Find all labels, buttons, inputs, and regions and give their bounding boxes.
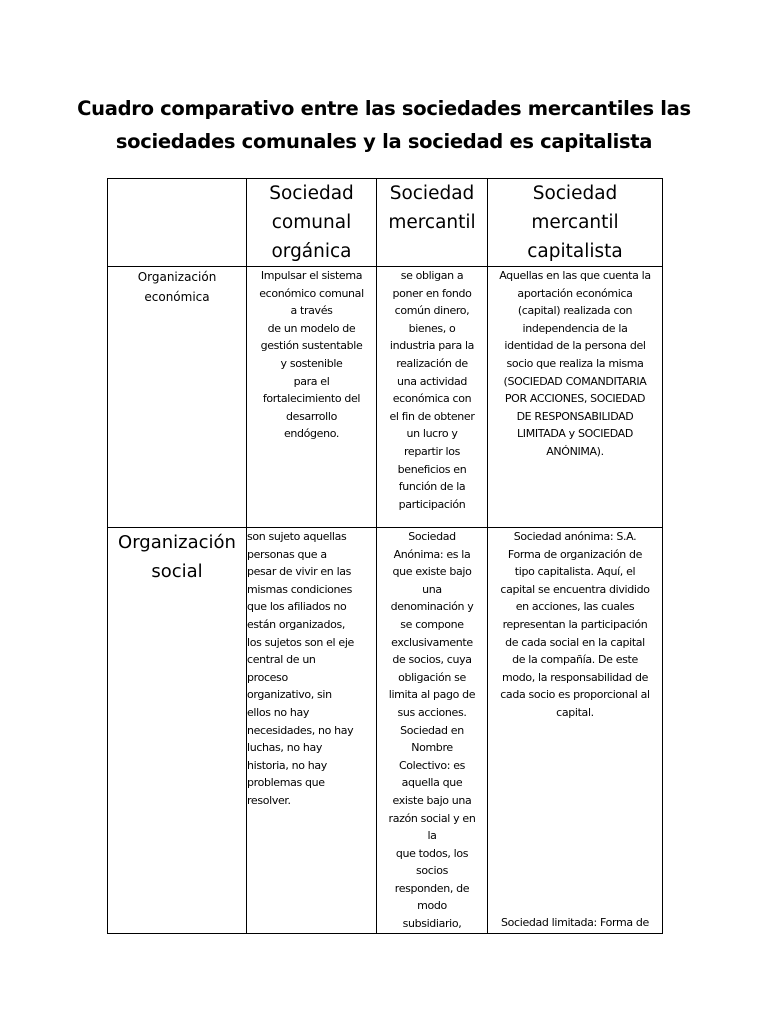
cell-capitalista-economica (488, 267, 663, 528)
cell-line: común dinero, (394, 304, 470, 318)
cell-line: que existe bajo (392, 565, 472, 579)
cell-line: capital. (556, 705, 594, 719)
cell-line-continued: Sociedad limitada: Forma de (501, 916, 649, 930)
cell-line: los sujetos son el eje (247, 635, 354, 649)
cell-line: bienes, o (408, 321, 456, 335)
header-text: Sociedad (269, 183, 354, 204)
cell-line: de un modelo de (267, 321, 356, 335)
cell-line: socios (416, 864, 448, 878)
cell-line: representan la participación (502, 617, 648, 631)
cell-line: poner en fondo (392, 286, 472, 300)
cell-line: problemas que (247, 776, 325, 790)
cell-line: y sostenible (280, 356, 343, 370)
cell-line: gestión sustentable (260, 339, 363, 353)
cell-line: en acciones, las cuales (515, 600, 635, 614)
cell-line: para el (293, 374, 330, 388)
cell-line: sus acciones. (397, 705, 467, 719)
cell-line: desarrollo (286, 409, 337, 423)
cell-line: repartir los (404, 444, 460, 458)
document-title (60, 92, 708, 158)
cell-line: proceso (247, 670, 288, 684)
comparison-table (107, 178, 663, 934)
cell-line: Sociedad (408, 530, 456, 543)
cell-line: pesar de vivir en las (247, 565, 352, 579)
header-text: Sociedad (532, 183, 618, 204)
title-line-2: sociedades comunales y la sociedad es capitalista (115, 130, 653, 153)
cell-line: ANÓNIMA). (546, 444, 604, 458)
cell-line: organizativo, sin (247, 688, 332, 702)
cell-line: Colectivo: es (398, 758, 466, 772)
cell-line: personas que a (247, 547, 327, 561)
cell-line: industria para la (389, 339, 475, 353)
cell-line: que los afiliados no (247, 600, 347, 614)
cell-line: beneficios en (397, 462, 467, 476)
cell-line: modo (417, 899, 447, 913)
cell-line: una (422, 582, 442, 596)
header-sociedad-mercantil (377, 179, 488, 267)
cell-line: LIMITADA y SOCIEDAD (517, 427, 633, 441)
cell-capitalista-social (488, 528, 663, 934)
cell-line: identidad de la persona del (504, 339, 646, 353)
cell-line: Aquellas en las que cuenta la (499, 269, 651, 282)
table-header-row (108, 179, 663, 267)
cell-line: denominación y (390, 600, 474, 614)
cell-line: a través (290, 304, 333, 318)
cell-line: Anónima: es la (393, 547, 471, 561)
cell-mercantil-social (377, 528, 488, 934)
row-label-text: Organización (137, 270, 217, 284)
row-label-text: económica (144, 290, 210, 304)
cell-mercantil-economica (377, 267, 488, 528)
cell-line: una actividad (396, 374, 468, 388)
header-text: capitalista (527, 241, 623, 262)
cell-line: endógeno. (283, 427, 340, 441)
cell-line: el fin de obtener (389, 409, 475, 423)
cell-line: mismas condiciones (247, 582, 352, 596)
cell-line: obligación se (398, 670, 466, 684)
header-text: mercantil (531, 212, 619, 233)
cell-line: Impulsar el sistema (260, 269, 363, 282)
cell-line: un lucro y (406, 427, 458, 441)
cell-line: económico comunal (259, 286, 364, 300)
cell-line: cada socio es proporcional al (500, 688, 650, 702)
header-text: Sociedad (389, 183, 475, 204)
cell-comunal-social (247, 528, 377, 934)
cell-line: que todos, los (395, 846, 469, 860)
row-label-organizacion-economica (108, 267, 247, 528)
cell-line: Sociedad en (400, 723, 464, 737)
cell-line: económica con (392, 392, 472, 406)
cell-line: (SOCIEDAD COMANDITARIA (503, 374, 647, 388)
cell-line: necesidades, no hay (247, 723, 354, 737)
cell-line: limita al pago de (388, 688, 476, 702)
header-text: mercantil (388, 212, 476, 233)
cell-line: participación (398, 497, 466, 511)
cell-line: aportación económica (517, 286, 633, 300)
cell-comunal-economica (247, 267, 377, 528)
row-label-text: Organización (118, 532, 236, 553)
cell-line: son sujeto aquellas (247, 530, 347, 543)
cell-line: (capital) realizada con (517, 304, 633, 318)
cell-line: independencia de la (522, 321, 628, 335)
cell-line: POR ACCIONES, SOCIEDAD (504, 392, 646, 406)
cell-line: subsidiario, (402, 917, 462, 931)
cell-line: razón social y en (388, 811, 476, 825)
cell-line: Nombre (411, 741, 453, 755)
cell-line: modo, la responsabilidad de (501, 670, 649, 684)
table-row-organizacion-social (108, 528, 663, 934)
cell-line: tipo capitalista. Aquí, el (514, 565, 636, 579)
cell-line: de cada social en la capital (505, 635, 645, 649)
header-text: comunal (271, 212, 352, 233)
row-label-organizacion-social (108, 528, 247, 934)
cell-line: luchas, no hay (247, 741, 323, 755)
cell-line: Forma de organización de (507, 547, 643, 561)
row-label-text: social (151, 561, 203, 582)
cell-line: ellos no hay (247, 705, 310, 719)
cell-line: función de la (398, 480, 466, 494)
cell-line: capital se encuentra dividido (500, 582, 650, 596)
cell-line: de la compañía. De este (512, 653, 638, 667)
header-sociedad-capitalista (488, 179, 663, 267)
cell-line: realización de (396, 356, 468, 370)
header-empty-cell (108, 179, 247, 267)
cell-line: existe bajo una (392, 793, 472, 807)
cell-line: Sociedad anónima: S.A. (513, 530, 637, 543)
cell-line: central de un (247, 653, 316, 667)
cell-line: responden, de (394, 881, 470, 895)
cell-line: aquella que (401, 776, 463, 790)
cell-line: historia, no hay (247, 758, 327, 772)
cell-line: resolver. (247, 793, 291, 807)
table-row-organizacion-economica (108, 267, 663, 528)
header-text: orgánica (271, 241, 352, 262)
cell-line: socio que realiza la misma (506, 356, 644, 370)
header-sociedad-comunal (247, 179, 377, 267)
cell-line: DE RESPONSABILIDAD (516, 409, 634, 423)
cell-line: se obligan a (400, 269, 464, 282)
cell-line: de socios, cuya (392, 653, 472, 667)
cell-line: están organizados, (247, 617, 345, 631)
cell-line: fortalecimiento del (262, 392, 361, 406)
title-line-1: Cuadro comparativo entre las sociedades mercantiles las (77, 97, 691, 120)
cell-line: la (427, 829, 437, 843)
cell-line: se compone (400, 617, 464, 631)
cell-line: exclusivamente (391, 635, 473, 649)
